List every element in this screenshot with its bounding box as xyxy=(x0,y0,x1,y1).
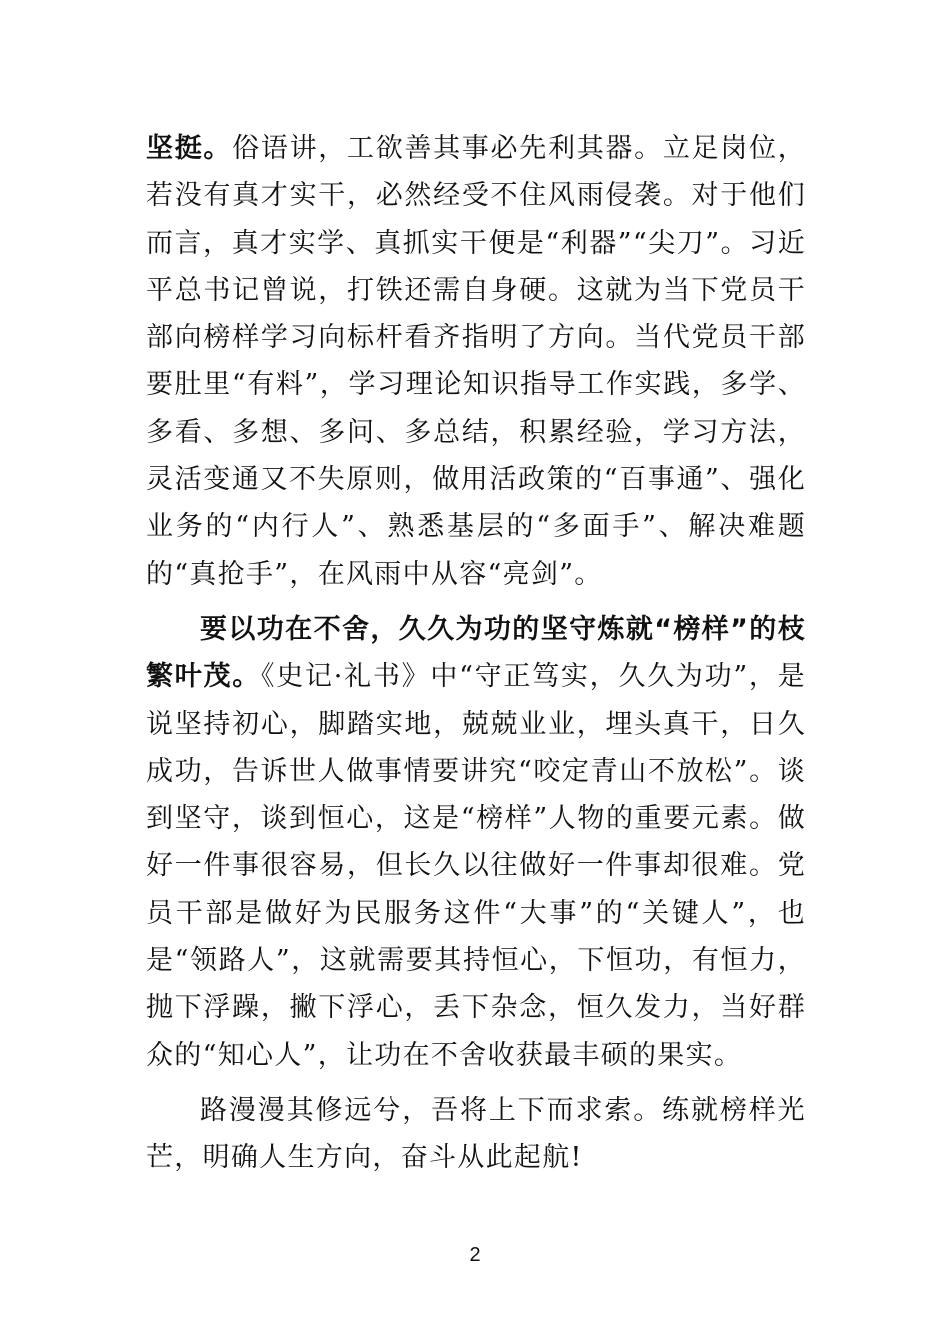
paragraph-2-lead: 要以功在不舍，久久为功的坚守炼就“榜样”的枝繁叶茂。 xyxy=(146,613,806,693)
paragraph-3-text: 路漫漫其修远兮，吾将上下而求索。练就榜样光芒，明确人生方向，奋斗从此起航! xyxy=(146,1094,806,1174)
body-text xyxy=(146,125,806,1182)
paragraph-1-lead: 坚挺。 xyxy=(146,133,233,164)
page-number: 2 xyxy=(469,1244,481,1266)
paragraph-1-text: 俗语讲，工欲善其事必先利其器。立足岗位，若没有真才实干，必然经受不住风雨侵袭。对于他们而言，真才实学、真抓实干便是“利器”“尖刀”。习近平总书记曾说，打铁还需自身硬。这就为当下党员干部向榜样学习向标杆看齐指明了方向。当代党员干部要肚里“有料”，学习理论知识指导工作实践，多学、多看、多想、多问、多总结，积累经验，学习方法，灵活变通又不失原则，做用活政策的“百事通”、强化业务的“内行人”、熟悉基层的“多面手”、解决难题的“真抢手”，在风雨中从容“亮剑”。 xyxy=(146,133,806,590)
paragraph-1 xyxy=(146,125,806,598)
paragraph-2 xyxy=(146,606,806,1079)
paragraph-3 xyxy=(146,1087,806,1182)
paragraph-2-text: 《史记·礼书》中“守正笃实，久久为功”，是说坚持初心，脚踏实地，兢兢业业，埋头真干，日久成功，告诉世人做事情要讲究“咬定青山不放松”。谈到坚守，谈到恒心，这是“榜样”人物的重要元素。做好一件事很容易，但长久以往做好一件事却很难。党员干部是做好为民服务这件“大事”的“关键人”，也是“领路人”，这就需要其持恒心，下恒功，有恒力，抛下浮躁，撇下浮心，丢下杂念，恒久发力，当好群众的“知心人”，让功在不舍收获最丰硕的果实。 xyxy=(146,661,806,1071)
